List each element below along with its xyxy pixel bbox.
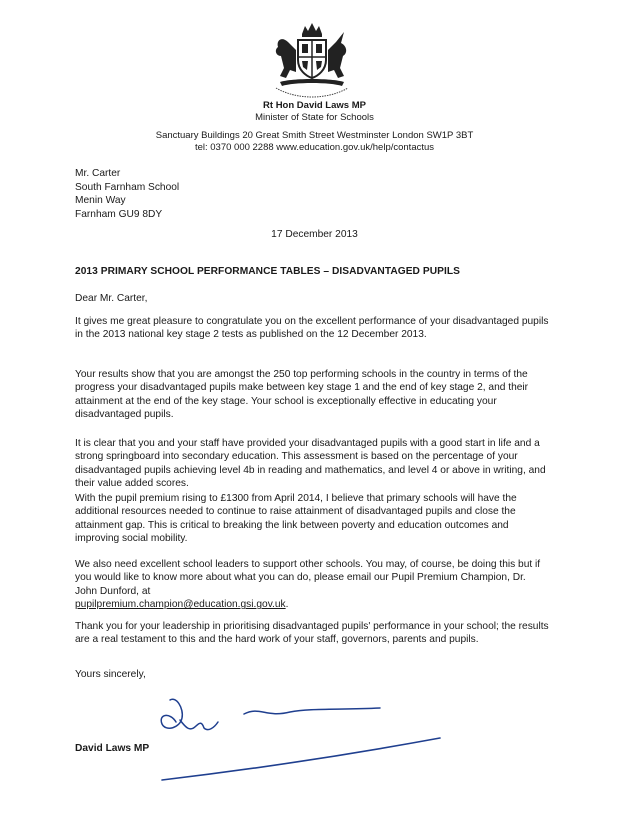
royal-coat-of-arms-icon [262, 20, 362, 100]
recipient-town: Farnham GU9 8DY [75, 208, 163, 220]
sender-address: Sanctuary Buildings 20 Great Smith Street Westminster London SW1P 3BT [155, 130, 474, 141]
sender-contact: tel: 0370 000 2288 www.education.gov.uk/help/contactus [194, 142, 435, 153]
salutation: Dear Mr. Carter, [75, 293, 148, 304]
body-paragraph-6: Thank you for your leadership in prioritising disadvantaged pupils' performance in your school; the results are a real testament to this and the hard work of your staff, governors, parents and pupils. [75, 621, 549, 646]
email-link[interactable]: pupilpremium.champion@education.gsi.gov.uk [75, 599, 286, 611]
sender-title: Minister of State for Schools [255, 112, 374, 123]
body-paragraph-5 [75, 558, 550, 612]
signatory-name: David Laws MP [75, 743, 150, 754]
paragraph-5-end: . [285, 599, 289, 611]
body-paragraph-3: It is clear that you and your staff have provided your disadvantaged pupils with a good start in life and a strong springboard into secondary education. This assessment is based on the percentage of your disadvantaged pupils achieving level 4b in reading and mathematics, and level 4 or above in writing, and their value added scores. [75, 438, 546, 490]
handwritten-signature [140, 688, 480, 798]
recipient-name: Mr. Carter [75, 168, 121, 179]
letter-subject: 2013 PRIMARY SCHOOL PERFORMANCE TABLES – DISADVANTAGED PUPILS [75, 266, 460, 277]
sender-name: Rt Hon David Laws MP [263, 100, 366, 111]
paragraph-5-text: We also need excellent school leaders to support other schools. You may, of course, be doing this but if you would like to know more about what you can do, please email our Pupil Premium Champion, Dr. John Dunford, at [75, 559, 541, 597]
recipient-school: South Farnham School [75, 181, 180, 193]
recipient-street: Menin Way [75, 195, 126, 206]
closing: Yours sincerely, [75, 669, 146, 680]
body-paragraph-1: It gives me great pleasure to congratulate you on the excellent performance of your disadvantaged pupils in the 2013 national key stage 2 tests as published on the 12 December 2013. [75, 316, 549, 341]
body-paragraph-4: With the pupil premium rising to £1300 from April 2014, I believe that primary schools will have the additional resources needed to continue to raise attainment of disadvantaged pupils and close the attainment gap. This is critical to breaking the link between poverty and education outcomes and improving social mobility. [75, 493, 517, 545]
letter-date: 17 December 2013 [271, 229, 358, 240]
body-paragraph-2: Your results show that you are amongst the 250 top performing schools in the country in terms of the progress your disadvantaged pupils make between key stage 1 and the end of key stage 2, and their attainment at the end of the key stage. Your school is exceptionally effective in educating your disadvantaged pupils. [75, 369, 529, 421]
recipient-address [75, 167, 179, 221]
